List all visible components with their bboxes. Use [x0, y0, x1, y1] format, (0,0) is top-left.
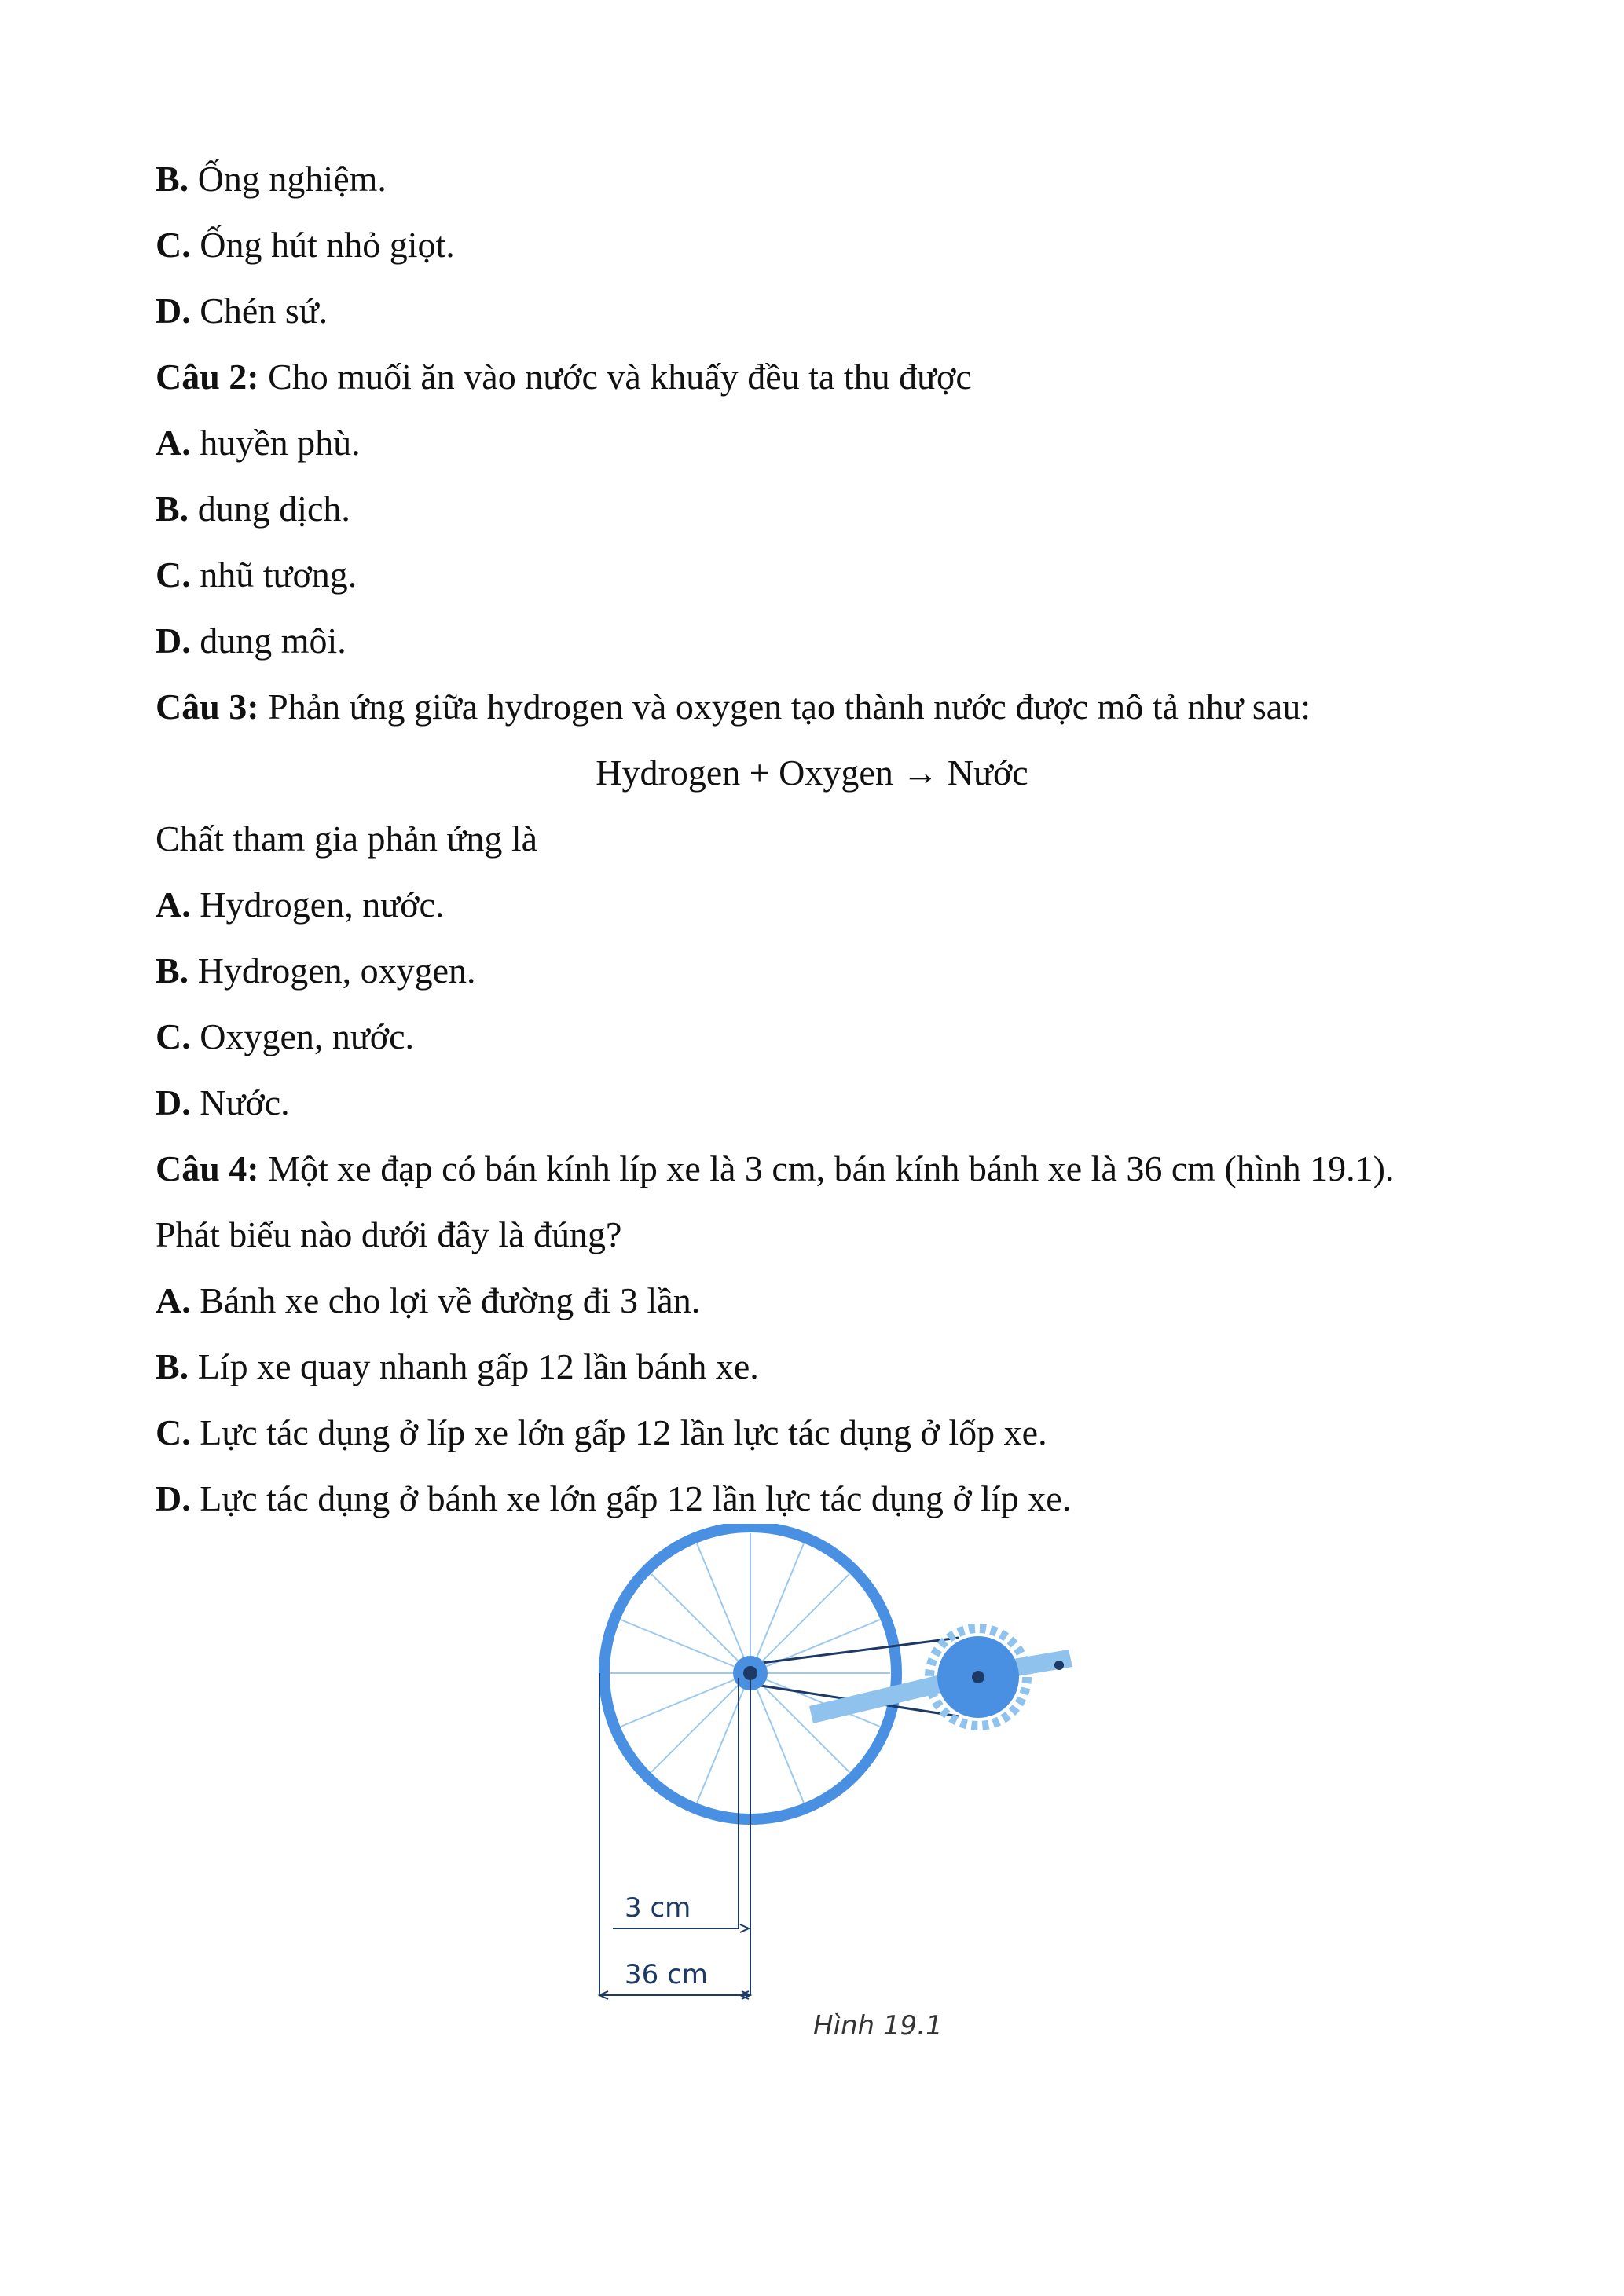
option-text: Bánh xe cho lợi về đường đi 3 lần. [190, 1280, 701, 1320]
option-text: Nước. [190, 1082, 290, 1122]
question-label: Câu 3: [156, 687, 259, 727]
option-label: B. [156, 489, 189, 529]
option-text: dung dịch. [189, 489, 350, 529]
option-label: D. [156, 291, 191, 331]
equation-text: Hydrogen + Oxygen → Nước [596, 753, 1028, 793]
q2-option-d [156, 619, 346, 663]
option-label: D. [156, 621, 191, 661]
q4-option-b [156, 1345, 759, 1389]
option-label: C. [156, 1016, 191, 1056]
bicycle-wheel-illustration [550, 1524, 1084, 2042]
option-label: B. [156, 950, 189, 991]
q2-option-b [156, 487, 350, 531]
question-label: Câu 4: [156, 1148, 259, 1188]
q4-option-a [156, 1279, 700, 1323]
option-label: C. [156, 225, 191, 265]
figure-caption: Hình 19.1 [813, 2010, 943, 2041]
option-text: Ống hút nhỏ giọt. [190, 225, 455, 265]
q2-option-c [156, 553, 357, 597]
question-2 [156, 355, 972, 399]
prompt-text: Phát biểu nào dưới đây là đúng? [156, 1214, 622, 1254]
question-text: Cho muối ăn vào nước và khuấy đều ta thu được [258, 357, 972, 397]
option-label: A. [156, 423, 191, 463]
option-text: nhũ tương. [190, 555, 357, 595]
q3-option-a [156, 883, 444, 927]
q4-option-d [156, 1477, 1071, 1521]
q1-option-b [156, 157, 387, 201]
option-text: Ống nghiệm. [189, 159, 387, 199]
q3-option-b [156, 949, 476, 993]
question-text: Một xe đạp có bán kính líp xe là 3 cm, bán kính bánh xe là 36 cm (hình 19.1). [258, 1148, 1395, 1188]
option-text: Líp xe quay nhanh gấp 12 lần bánh xe. [189, 1346, 759, 1386]
option-label: D. [156, 1082, 191, 1122]
small-radius-label: 3 cm [625, 1892, 691, 1924]
option-label: B. [156, 1346, 189, 1386]
option-label: C. [156, 1412, 191, 1452]
option-text: Lực tác dụng ở bánh xe lớn gấp 12 lần lực tác dụng ở líp xe. [190, 1478, 1072, 1518]
question-label: Câu 2: [156, 357, 259, 397]
option-text: Hydrogen, nước. [190, 884, 445, 925]
q3-option-d [156, 1081, 290, 1125]
option-text: huyền phù. [190, 423, 361, 463]
q3-prompt [156, 817, 537, 861]
option-text: Chén sứ. [190, 291, 328, 331]
prompt-text: Chất tham gia phản ứng là [156, 818, 538, 859]
q1-option-c [156, 223, 455, 267]
q3-option-c [156, 1015, 414, 1059]
bicycle-wheel-figure [550, 1524, 1084, 2042]
q4-prompt [156, 1213, 621, 1257]
dimension-lines [599, 1673, 750, 1999]
option-label: C. [156, 555, 191, 595]
option-label: A. [156, 884, 191, 925]
option-label: B. [156, 159, 189, 199]
chainring-axle [972, 1671, 984, 1683]
pedal-pin [1054, 1661, 1064, 1670]
option-label: A. [156, 1280, 191, 1320]
large-radius-label: 36 cm [625, 1959, 708, 1990]
option-text: dung môi. [190, 621, 346, 661]
option-label: D. [156, 1478, 191, 1518]
question-3 [156, 685, 1311, 729]
question-text: Phản ứng giữa hydrogen và oxygen tạo thành nước được mô tả như sau: [258, 687, 1311, 727]
q1-option-d [156, 289, 328, 333]
option-text: Hydrogen, oxygen. [189, 950, 476, 991]
q4-option-c [156, 1411, 1047, 1455]
question-4 [156, 1147, 1394, 1191]
q2-option-a [156, 421, 361, 465]
option-text: Lực tác dụng ở líp xe lớn gấp 12 lần lực tác dụng ở lốp xe. [190, 1412, 1047, 1452]
option-text: Oxygen, nước. [190, 1016, 415, 1056]
reaction-equation [0, 751, 1624, 795]
